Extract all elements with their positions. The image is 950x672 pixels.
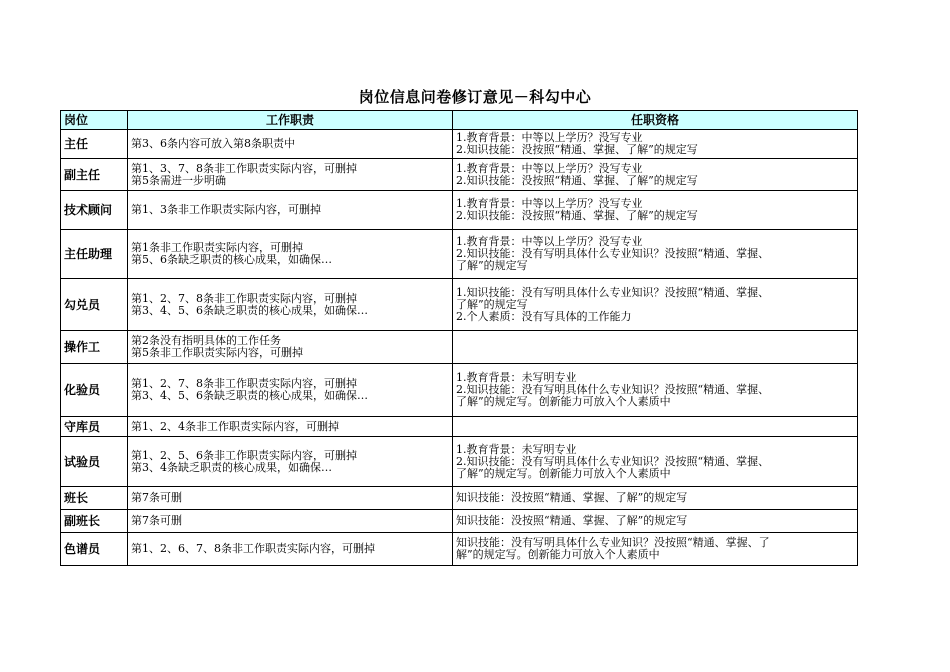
qualifications-cell: 1.教育背景：中等以上学历？没写专业 2.知识技能：没按照“精通、掌握、了解”的规定写	[453, 130, 858, 159]
header-row	[61, 111, 858, 130]
duties-cell: 第1、2、6、7、8条非工作职责实际内容，可删掉	[128, 533, 453, 566]
qualifications-cell: 知识技能：没有写明具体什么专业知识？没按照“精通、掌握、了 解”的规定写。创新能力可放入个人素质中	[453, 533, 858, 566]
table-row	[61, 279, 858, 331]
post-cell: 副主任	[61, 159, 128, 191]
duties-cell: 第1条非工作职责实际内容，可删掉 第5、6条缺乏职责的核心成果，如确保…	[128, 230, 453, 279]
duties-cell: 第1、2、5、6条非工作职责实际内容，可删掉 第3、4条缺乏职责的核心成果，如确保…	[128, 437, 453, 487]
table-row	[61, 230, 858, 279]
table-row	[61, 191, 858, 230]
table-row	[61, 510, 858, 533]
post-cell: 守库员	[61, 417, 128, 437]
duties-cell: 第2条没有指明具体的工作任务 第5条非工作职责实际内容，可删掉	[128, 331, 453, 364]
duties-cell: 第1、2、7、8条非工作职责实际内容，可删掉 第3、4、5、6条缺乏职责的核心成果，如确保…	[128, 279, 453, 331]
table-row	[61, 533, 858, 566]
table-row	[61, 159, 858, 191]
post-cell: 班长	[61, 487, 128, 510]
duties-cell: 第1、3、7、8条非工作职责实际内容，可删掉 第5条需进一步明确	[128, 159, 453, 191]
post-cell: 色谱员	[61, 533, 128, 566]
post-cell: 主任	[61, 130, 128, 159]
post-cell: 化验员	[61, 364, 128, 417]
qualifications-cell: 知识技能：没按照“精通、掌握、了解”的规定写	[453, 487, 858, 510]
duties-cell: 第1、3条非工作职责实际内容，可删掉	[128, 191, 453, 230]
qualifications-cell: 1.教育背景：中等以上学历？没写专业 2.知识技能：没有写明具体什么专业知识？没按照“精通、掌握、 了解”的规定写	[453, 230, 858, 279]
duties-cell: 第1、2、4条非工作职责实际内容，可删掉	[128, 417, 453, 437]
page-title: 岗位信息问卷修订意见－科勾中心	[358, 88, 592, 106]
header-post: 岗位	[61, 111, 128, 130]
post-cell: 操作工	[61, 331, 128, 364]
post-cell: 技术顾问	[61, 191, 128, 230]
qualifications-cell	[453, 417, 858, 437]
table-row	[61, 331, 858, 364]
post-cell: 勾兑员	[61, 279, 128, 331]
qualifications-cell: 1.教育背景：中等以上学历？没写专业 2.知识技能：没按照“精通、掌握、了解”的规定写	[453, 159, 858, 191]
table-row	[61, 130, 858, 159]
qualifications-cell: 1.知识技能：没有写明具体什么专业知识？没按照“精通、掌握、 了解”的规定写 2.个人素质：没有写具体的工作能力	[453, 279, 858, 331]
qualifications-cell	[453, 331, 858, 364]
post-cell: 试验员	[61, 437, 128, 487]
revision-table	[60, 110, 858, 566]
table-row	[61, 364, 858, 417]
table-row	[61, 417, 858, 437]
qualifications-cell: 知识技能：没按照“精通、掌握、了解”的规定写	[453, 510, 858, 533]
duties-cell: 第1、2、7、8条非工作职责实际内容，可删掉 第3、4、5、6条缺乏职责的核心成果，如确保…	[128, 364, 453, 417]
header-qualifications: 任职资格	[453, 111, 858, 130]
post-cell: 副班长	[61, 510, 128, 533]
qualifications-cell: 1.教育背景：未写明专业 2.知识技能：没有写明具体什么专业知识？没按照“精通、掌握、 了解”的规定写。创新能力可放入个人素质中	[453, 437, 858, 487]
table-row	[61, 487, 858, 510]
qualifications-cell: 1.教育背景：未写明专业 2.知识技能：没有写明具体什么专业知识？没按照“精通、掌握、 了解”的规定写。创新能力可放入个人素质中	[453, 364, 858, 417]
duties-cell: 第3、6条内容可放入第8条职责中	[128, 130, 453, 159]
duties-cell: 第7条可删	[128, 510, 453, 533]
duties-cell: 第7条可删	[128, 487, 453, 510]
qualifications-cell: 1.教育背景：中等以上学历？没写专业 2.知识技能：没按照“精通、掌握、了解”的规定写	[453, 191, 858, 230]
header-duties: 工作职责	[128, 111, 453, 130]
post-cell: 主任助理	[61, 230, 128, 279]
table-row	[61, 437, 858, 487]
